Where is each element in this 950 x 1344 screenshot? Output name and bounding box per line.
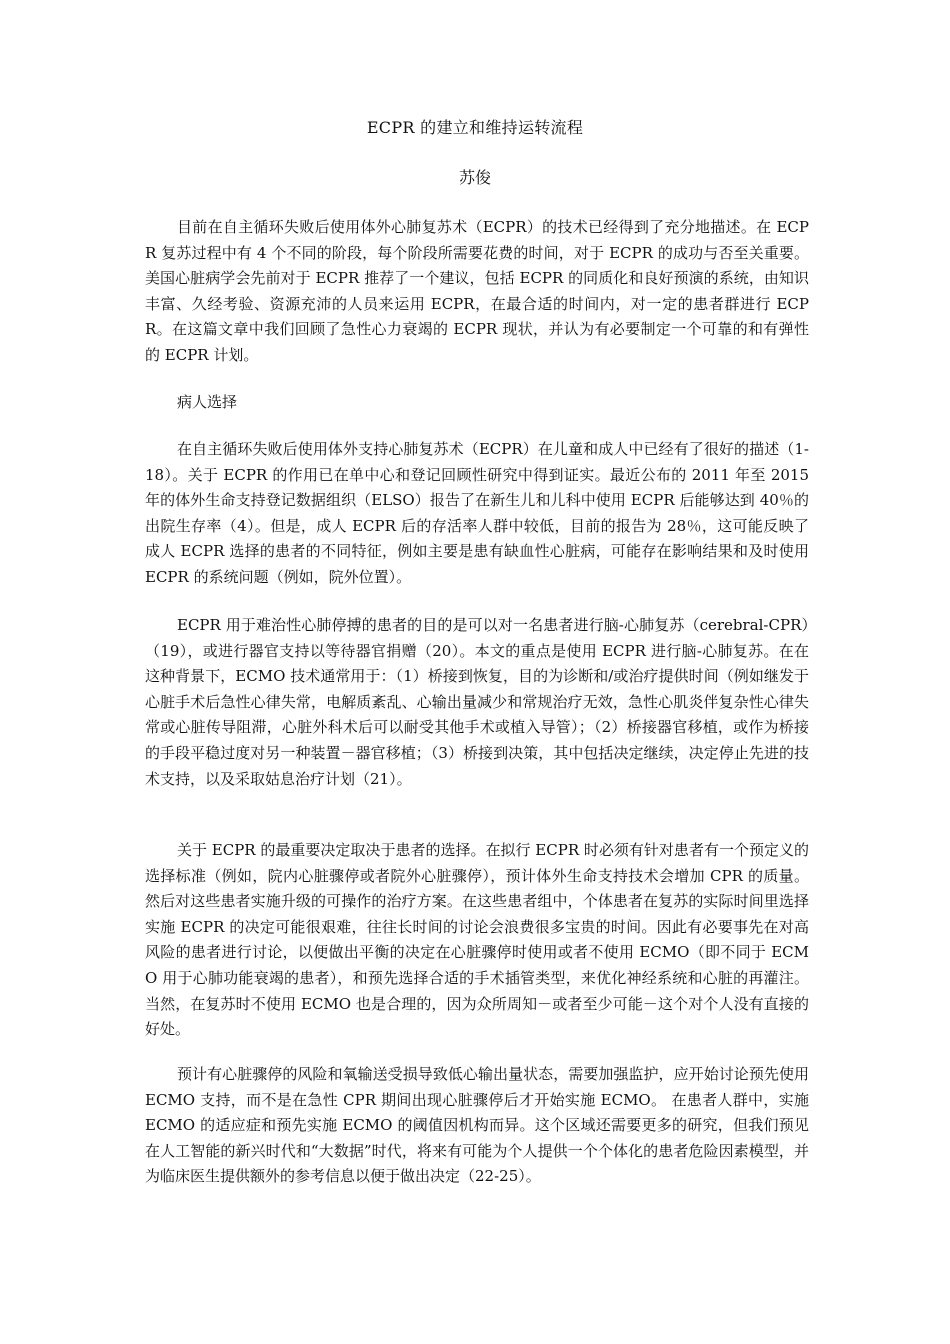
paragraph-patient-selection-decision: 关于 ECPR 的最重要决定取决于患者的选择。在拟行 ECPR 时必须有针对患者有一个预定义的选择标准（例如，院内心脏骤停或者院外心脏骤停），预计体外生命支持技术会增加 CPR 的质量。然后对这些患者实施升级的可操作的治疗方案。在这些患者组中，个体患者在复苏的实际时间里选择实施 ECPR 的决定可能很艰难，往往长时间的讨论会浪费很多宝贵的时间。因此有必要事先在对高风险的患者进行讨论，以便做出平衡的决定在心脏骤停时使用或者不使用 ECMO（即不同于 ECMO 用于心肺功能衰竭的患者），和预先选择合适的手术插管类型，来优化神经系统和心脏的再灌注。当然，在复苏时不使用 ECMO 也是合理的，因为众所周知－或者至少可能－这个对个人没有直接的好处。 [145,841,809,1039]
section-heading-patient-selection: 病人选择 [177,393,238,411]
document-title: ECPR 的建立和维持运转流程 [366,118,584,137]
paragraph-risk-monitoring: 预计有心脏骤停的风险和氧输送受损导致低心输出量状态，需要加强监护，应开始讨论预先使用 ECMO 支持，而不是在急性 CPR 期间出现心脏骤停后才开始实施 ECMO。 在患者人群中，实施 ECMO 的适应症和预先实施 ECMO 的阈值因机构而异。这个区域还需要更多的研究，但我们预见在人工智能的新兴时代和“大数据”时代，将来有可能为个人提供一个个体化的患者危险因素模型，并为临床医生提供额外的参考信息以便于做出决定（22-25）。 [145,1065,809,1186]
paragraph-ecpr-outcomes: 在自主循环失败后使用体外支持心肺复苏术（ECPR）在儿童和成人中已经有了很好的描述（1-18）。关于 ECPR 的作用已在单中心和登记回顾性研究中得到证实。最近公布的 2011 年至 2015 年的体外生命支持登记数据组织（ELSO）报告了在新生儿和儿科中使用 ECPR 后能够达到 40％的出院生存率（4）。但是，成人 ECPR 后的存活率人群中较低，目前的报告为 28％，这可能反映了成人 ECPR 选择的患者的不同特征，例如主要是患有缺血性心脏病，可能存在影响结果和及时使用 ECPR 的系统问题（例如，院外位置）。 [145,440,809,586]
paragraph-intro: 目前在自主循环失败后使用体外心肺复苏术（ECPR）的技术已经得到了充分地描述。在 ECPR 复苏过程中有 4 个不同的阶段，每个阶段所需要花费的时间，对于 ECPR 的成功与否至关重要。美国心脏病学会先前对于 ECPR 推荐了一个建议，包括 ECPR 的同质化和良好预演的系统，由知识丰富、久经考验、资源充沛的人员来运用 ECPR，在最合适的时间内，对一定的患者群进行 ECPR。在这篇文章中我们回顾了急性心力衰竭的 ECPR 现状，并认为有必要制定一个可靠的和有弹性的 ECPR 计划。 [145,218,809,364]
document-author: 苏俊 [458,168,491,187]
paragraph-ecpr-purpose: ECPR 用于难治性心肺停搏的患者的目的是可以对一名患者进行脑-心肺复苏（cerebral-CPR）（19），或进行器官支持以等待器官捐赠（20）。本文的重点是使用 ECPR 进行脑-心肺复苏。在在这种背景下，ECMO 技术通常用于：（1）桥接到恢复，目的为诊断和/或治疗提供时间（例如继发于心脏手术后急性心律失常，电解质紊乱、心输出量减少和常规治疗无效，急性心肌炎伴复杂性心律失常或心脏传导阻滞，心脏外科术后可以耐受其他手术或植入导管）；（2）桥接器官移植，或作为桥接的手段平稳过度对另一种装置－器官移植；（3）桥接到决策，其中包括决定继续，决定停止先进的技术支持，以及采取姑息治疗计划（21）。 [145,616,809,788]
